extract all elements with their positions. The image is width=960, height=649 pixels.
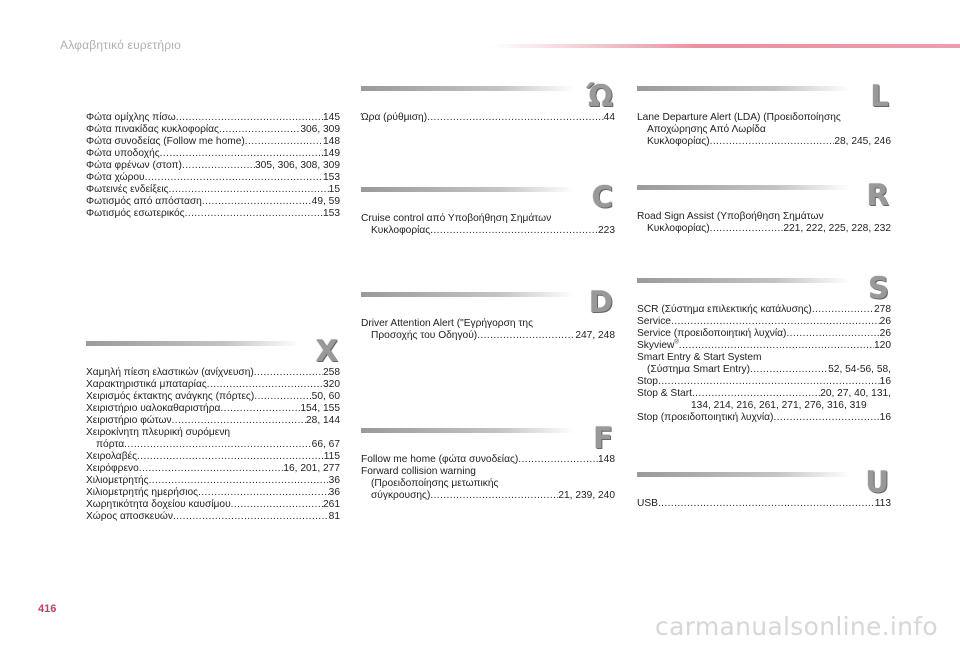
index-entry: Smart Entry & Start System: [637, 352, 762, 363]
index-entry: Χιλιομετρητής ..... 36: [86, 475, 340, 487]
section-l: [637, 79, 891, 148]
section-rule: [86, 341, 300, 346]
section-letter-u: U: [865, 465, 889, 499]
site-watermark: carmanualsonline.info: [655, 612, 938, 641]
index-list-r: [637, 211, 891, 235]
index-entry: Φωτισμός εσωτερικός ..... 153: [86, 208, 340, 220]
section-letter-f: F: [593, 421, 613, 455]
index-entry: Φώτα φρένων (στοπ) ..... 305, 306, 308, 309: [86, 160, 340, 172]
section-letter-x: X: [315, 334, 338, 368]
column-1: [86, 112, 340, 220]
index-entry: Χειροκίνητη πλευρική συρόμενη: [86, 427, 231, 438]
section-header-l: [637, 79, 891, 113]
index-entry: Χαμηλή πίεση ελαστικών (ανίχνευση) ..... 258: [86, 367, 340, 379]
index-entry: Χειριστήριο υαλοκαθαριστήρα ..... 154, 155: [86, 403, 340, 415]
section-x: [86, 334, 340, 523]
section-letter-omega: Ώ: [587, 79, 613, 113]
index-list-s: [637, 304, 891, 424]
section-omega: [361, 79, 615, 124]
index-entry: Stop & Start ..... 20, 27, 40, 131,: [637, 388, 891, 400]
index-entry: Χειρισμός έκτακτης ανάγκης (πόρτες) ..... 50, 60: [86, 391, 340, 403]
section-header-u: [637, 465, 891, 499]
index-entry: Road Sign Assist (Υποβοήθηση Σημάτων: [637, 211, 824, 222]
index-entry: Follow me home (φώτα συνοδείας) ..... 148: [361, 454, 615, 466]
section-c: [361, 180, 615, 237]
index-entry: Χώρος αποσκευών ..... 81: [86, 511, 340, 523]
index-entry-continuation: πόρτα ..... 66, 67: [86, 439, 340, 451]
section-u: [637, 465, 891, 510]
section-rule: [637, 185, 851, 190]
index-entry: Stop (προειδοποιητική λυχνία) ..... 16: [637, 412, 891, 424]
index-entry: Service ..... 26: [637, 316, 891, 328]
section-f: [361, 421, 615, 502]
index-entry: Φώτα ομίχλης πίσω ..... 145: [86, 112, 340, 124]
index-entry: Φώτα χώρου ..... 153: [86, 172, 340, 184]
section-header-d: [361, 285, 615, 319]
section-rule: [361, 86, 575, 91]
index-entry: Driver Attention Alert ("Εγρήγορση της: [361, 318, 533, 329]
registered-mark: ®: [674, 339, 679, 346]
section-letter-c: C: [591, 180, 613, 214]
section-header-omega: [361, 79, 615, 113]
header-accent-line: [490, 44, 960, 48]
index-entry: Lane Departure Alert (LDA) (Προειδοποίησης: [637, 112, 841, 123]
index-entry: Χαρακτηριστικά μπαταρίας ..... 320: [86, 379, 340, 391]
index-entry-continuation: σύγκρουσης) ..... 21, 239, 240: [361, 490, 615, 502]
section-header-c: [361, 180, 615, 214]
section-header-r: [637, 178, 891, 212]
index-entry-continuation: Κυκλοφορίας) ..... 28, 245, 246: [637, 136, 891, 148]
index-entry-continuation: 134, 214, 216, 261, 271, 276, 316, 319: [691, 400, 867, 411]
index-list-u: [637, 498, 891, 510]
index-entry: Χωρητικότητα δοχείου καυσίμου ..... 261: [86, 499, 340, 511]
index-entry: Φώτα συνοδείας (Follow me home) ..... 148: [86, 136, 340, 148]
section-rule: [637, 472, 851, 477]
index-entry-continuation: Κυκλοφορίας) ..... 221, 222, 225, 228, 232: [637, 223, 891, 235]
section-rule: [361, 428, 575, 433]
index-entry: Φωτεινές ενδείξεις ..... 15: [86, 184, 340, 196]
index-entry: Χειρολαβές ..... 115: [86, 451, 340, 463]
index-list-c: [361, 213, 615, 237]
index-entry-continuation: Αποχώρησης Από Λωρίδα: [647, 124, 766, 135]
section-r: [637, 178, 891, 235]
index-list-omega: [361, 112, 615, 124]
index-entry: SCR (Σύστημα επιλεκτικής κατάλυσης) ..... 278: [637, 304, 891, 316]
index-entry: Φωτισμός από απόσταση ..... 49, 59: [86, 196, 340, 208]
index-entry: Forward collision warning: [361, 466, 476, 477]
index-entry-continuation: Κυκλοφορίας ..... 223: [361, 225, 615, 237]
index-list-x: [86, 367, 340, 523]
index-list-f-continued: [86, 112, 340, 220]
page-number: 416: [38, 603, 57, 615]
index-entry: Cruise control από Υποβοήθηση Σημάτων: [361, 213, 552, 224]
index-entry: Χιλιομετρητής ημερήσιος ..... 36: [86, 487, 340, 499]
section-letter-l: L: [870, 79, 889, 113]
index-entry: Ώρα (ρύθμιση) ..... 44: [361, 112, 615, 124]
index-list-d: [361, 318, 615, 342]
section-letter-d: D: [588, 285, 613, 319]
index-entry: Χειριστήριο φώτων ..... 28, 144: [86, 415, 340, 427]
section-letter-r: R: [866, 178, 889, 212]
index-entry-continuation: Προσοχής του Οδηγού) ..... 247, 248: [361, 330, 615, 342]
index-entry: Skyview® ..... 120: [637, 340, 891, 352]
section-rule: [637, 86, 851, 91]
section-header-s: [637, 271, 891, 305]
index-entry: Φώτα πινακίδας κυκλοφορίας ..... 306, 309: [86, 124, 340, 136]
section-header-f: [361, 421, 615, 455]
section-rule: [361, 292, 575, 297]
section-header-x: [86, 334, 340, 368]
index-entry-continuation: (Σύστημα Smart Entry) ..... 52, 54-56, 58,: [637, 364, 891, 376]
index-list-f: [361, 454, 615, 502]
section-s: [637, 271, 891, 424]
section-rule: [637, 278, 851, 283]
index-entry: Service (προειδοποιητική λυχνία) ..... 26: [637, 328, 891, 340]
index-entry: USB ..... 113: [637, 498, 891, 510]
section-rule: [361, 187, 575, 192]
section-letter-s: S: [868, 271, 889, 305]
index-entry: Stop ..... 16: [637, 376, 891, 388]
index-entry-continuation: (Προειδοποίησης μετωπικής: [371, 478, 499, 489]
index-entry: Χειρόφρενο ..... 16, 201, 277: [86, 463, 340, 475]
section-d: [361, 285, 615, 342]
page-header-title: Αλφαβητικό ευρετήριο: [60, 38, 182, 52]
index-list-l: [637, 112, 891, 148]
index-entry: Φώτα υποδοχής ..... 149: [86, 148, 340, 160]
